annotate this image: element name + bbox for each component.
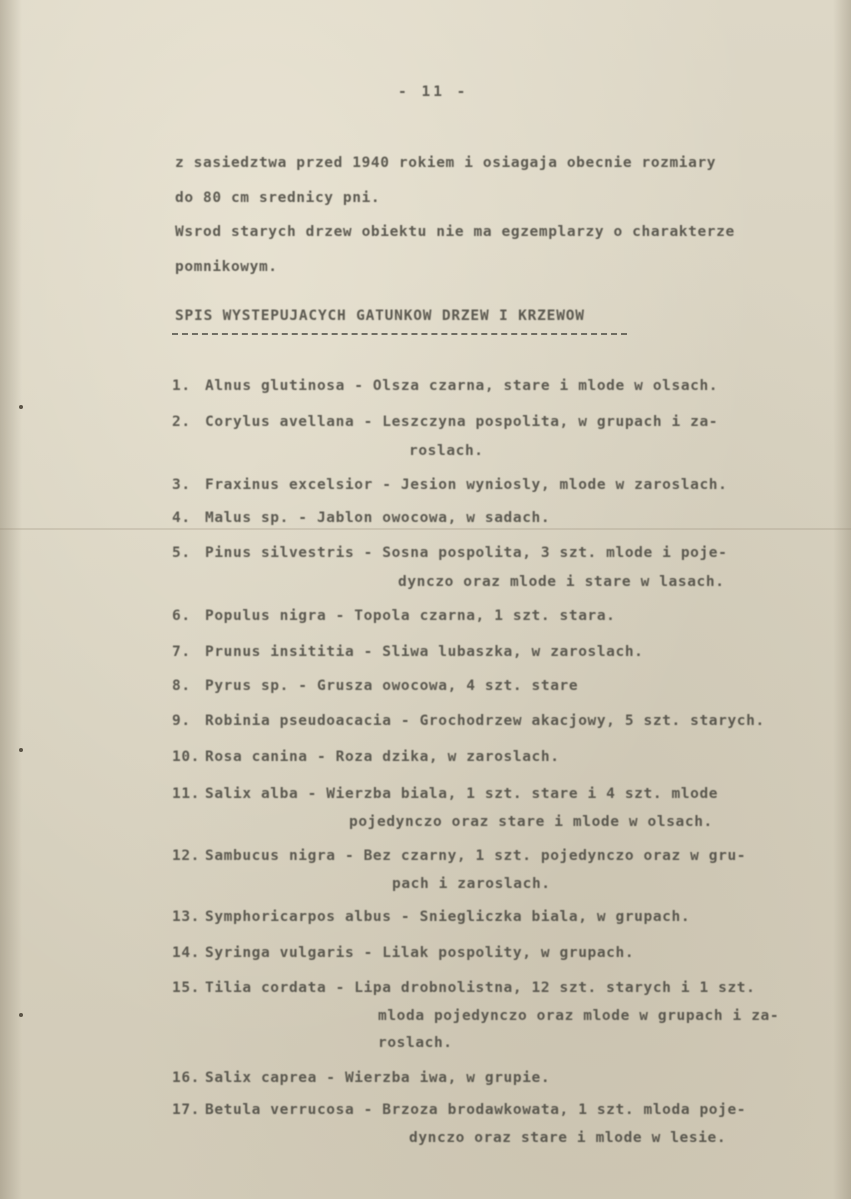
item-text-continuation: roslach. xyxy=(409,443,484,459)
item-number: 9. xyxy=(172,713,191,729)
item-number: 14. xyxy=(172,945,200,961)
item-number: 15. xyxy=(172,980,200,996)
page-edge-shadow-left xyxy=(0,0,22,1199)
item-text: Corylus avellana - Leszczyna pospolita, w grupach i za- xyxy=(205,414,719,430)
item-number: 12. xyxy=(172,848,200,864)
item-text: Rosa canina - Roza dzika, w zaroslach. xyxy=(205,749,560,765)
item-number: 16. xyxy=(172,1070,200,1086)
item-number: 7. xyxy=(172,644,191,660)
punch-mark xyxy=(19,748,23,752)
item-text-continuation: pach i zaroslach. xyxy=(392,876,551,892)
item-number: 2. xyxy=(172,414,191,430)
item-number: 3. xyxy=(172,477,191,493)
item-text: Prunus insititia - Sliwa lubaszka, w zaroslach. xyxy=(205,644,644,660)
punch-mark xyxy=(19,405,23,409)
item-text: Salix alba - Wierzba biala, 1 szt. stare i 4 szt. mlode xyxy=(205,786,719,802)
page-edge-shadow-right xyxy=(833,0,851,1199)
intro-line: do 80 cm srednicy pni. xyxy=(175,190,381,206)
intro-line: z sasiedztwa przed 1940 rokiem i osiagaja obecnie rozmiary xyxy=(175,155,717,171)
item-text: Sambucus nigra - Bez czarny, 1 szt. pojedynczo oraz w gru- xyxy=(205,848,747,864)
item-text-continuation: pojedynczo oraz stare i mlode w olsach. xyxy=(349,814,713,830)
item-text: Alnus glutinosa - Olsza czarna, stare i mlode w olsach. xyxy=(205,378,719,394)
item-text: Syringa vulgaris - Lilak pospolity, w grupach. xyxy=(205,945,635,961)
paper-fold-line xyxy=(0,528,851,530)
item-number: 4. xyxy=(172,510,191,526)
heading-underline xyxy=(172,333,627,335)
item-text: Betula verrucosa - Brzoza brodawkowata, 1 szt. mloda poje- xyxy=(205,1102,747,1118)
item-text: Salix caprea - Wierzba iwa, w grupie. xyxy=(205,1070,551,1086)
item-number: 5. xyxy=(172,545,191,561)
item-number: 8. xyxy=(172,678,191,694)
item-number: 17. xyxy=(172,1102,200,1118)
item-number: 1. xyxy=(172,378,191,394)
section-heading: SPIS WYSTEPUJACYCH GATUNKOW DRZEW I KRZEWOW xyxy=(175,308,585,324)
page-number: - 11 - xyxy=(398,84,469,100)
item-text: Pinus silvestris - Sosna pospolita, 3 szt. mlode i poje- xyxy=(205,545,728,561)
item-text: Robinia pseudoacacia - Grochodrzew akacjowy, 5 szt. starych. xyxy=(205,713,765,729)
item-text: Fraxinus excelsior - Jesion wyniosly, mlode w zaroslach. xyxy=(205,477,728,493)
item-number: 6. xyxy=(172,608,191,624)
item-text: Malus sp. - Jablon owocowa, w sadach. xyxy=(205,510,551,526)
intro-line: Wsrod starych drzew obiektu nie ma egzemplarzy o charakterze xyxy=(175,224,735,240)
item-number: 11. xyxy=(172,786,200,802)
item-text: Pyrus sp. - Grusza owocowa, 4 szt. stare xyxy=(205,678,579,694)
item-text-continuation: roslach. xyxy=(378,1035,453,1051)
item-text-continuation: dynczo oraz stare i mlode w lesie. xyxy=(409,1130,727,1146)
item-text: Populus nigra - Topola czarna, 1 szt. stara. xyxy=(205,608,616,624)
item-text-continuation: mloda pojedynczo oraz mlode w grupach i za- xyxy=(378,1008,780,1024)
item-text: Tilia cordata - Lipa drobnolistna, 12 szt. starych i 1 szt. xyxy=(205,980,756,996)
item-number: 13. xyxy=(172,909,200,925)
item-text: Symphoricarpos albus - Sniegliczka biala, w grupach. xyxy=(205,909,691,925)
item-text-continuation: dynczo oraz mlode i stare w lasach. xyxy=(398,574,725,590)
item-number: 10. xyxy=(172,749,200,765)
intro-line: pomnikowym. xyxy=(175,259,278,275)
punch-mark xyxy=(19,1013,23,1017)
